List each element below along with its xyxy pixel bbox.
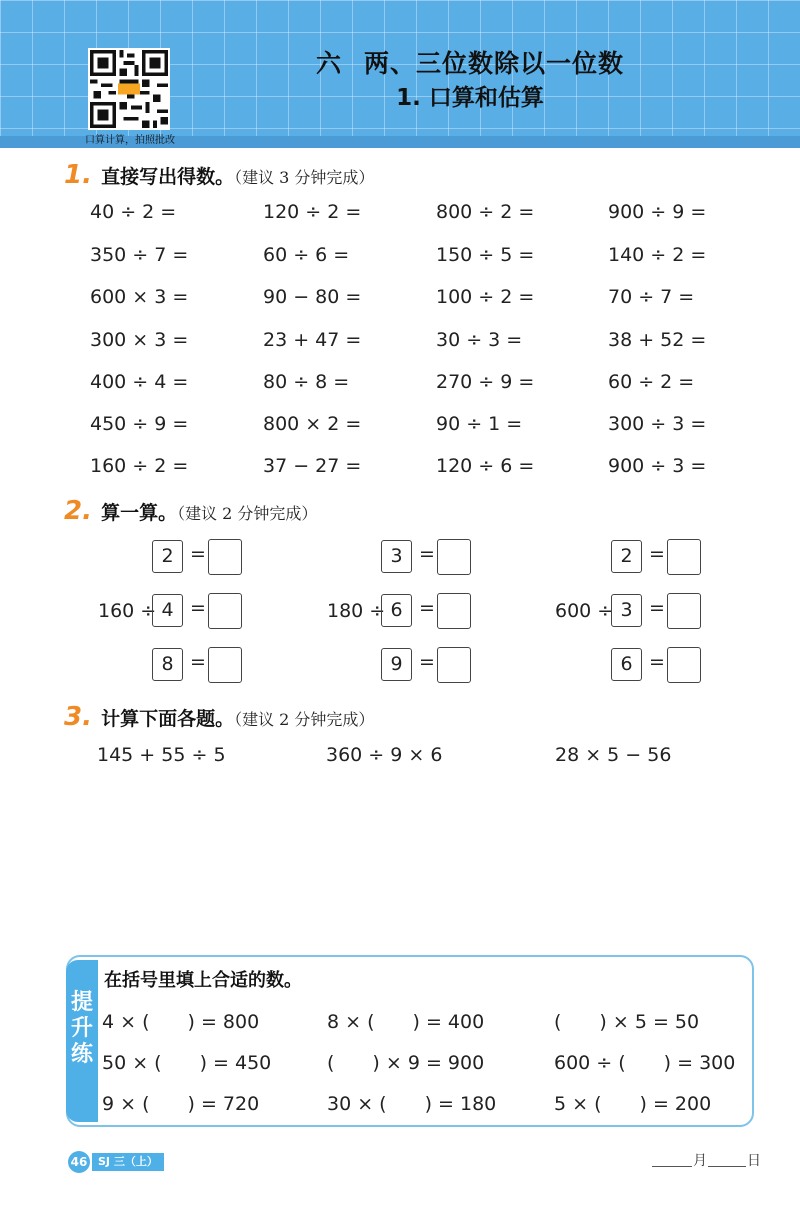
oral-item: 38 + 52 =: [608, 329, 707, 351]
oral-item: 900 ÷ 3 =: [608, 455, 707, 477]
fill-item: 9 × ( ) = 720: [102, 1093, 260, 1115]
fill-item: 600 ÷ ( ) = 300: [554, 1052, 736, 1074]
fill-item: 5 × ( ) = 200: [554, 1093, 712, 1115]
equals-sign: =: [190, 543, 206, 565]
divisor-box: 8: [152, 648, 183, 681]
oral-item: 600 × 3 =: [90, 286, 189, 308]
oral-item: 900 ÷ 9 =: [608, 201, 707, 223]
answer-box[interactable]: [437, 647, 471, 683]
divisor-box: 3: [381, 540, 412, 573]
answer-box[interactable]: [208, 593, 242, 629]
oral-item: 60 ÷ 6 =: [263, 244, 350, 266]
oral-item: 450 ÷ 9 =: [90, 413, 189, 435]
oral-item: 150 ÷ 5 =: [436, 244, 535, 266]
oral-item: 300 × 3 =: [90, 329, 189, 351]
lesson-title: 1. 口算和估算: [396, 85, 544, 111]
section-2-number: 2.: [64, 496, 92, 526]
oral-item: 140 ÷ 2 =: [608, 244, 707, 266]
divisor-box: 6: [611, 648, 642, 681]
practice-title: 在括号里填上合适的数。: [104, 970, 302, 991]
equals-sign: =: [190, 597, 206, 619]
equals-sign: =: [190, 651, 206, 673]
practice-tab: [66, 960, 98, 1122]
fill-item: 8 × ( ) = 400: [327, 1011, 485, 1033]
oral-item: 400 ÷ 4 =: [90, 371, 189, 393]
section-2-heading: [64, 496, 317, 526]
answer-box[interactable]: [667, 647, 701, 683]
section-1-heading: [64, 160, 374, 190]
equals-sign: =: [649, 651, 665, 673]
equals-sign: =: [419, 597, 435, 619]
section-3-heading: [64, 702, 374, 732]
section-3-number: 3.: [64, 702, 92, 732]
oral-item: 40 ÷ 2 =: [90, 201, 177, 223]
unit-name: 两、三位数除以一位数: [364, 49, 625, 78]
oral-item: 37 − 27 =: [263, 455, 362, 477]
equals-sign: =: [419, 543, 435, 565]
oral-item: 70 ÷ 7 =: [608, 286, 695, 308]
oral-item: 23 + 47 =: [263, 329, 362, 351]
oral-item: 80 ÷ 8 =: [263, 371, 350, 393]
divisor-box: 9: [381, 648, 412, 681]
day-label: 日: [747, 1153, 761, 1169]
dividend-label: 600 ÷: [555, 600, 614, 622]
oral-item: 100 ÷ 2 =: [436, 286, 535, 308]
unit-number: 六: [315, 49, 342, 78]
oral-item: 300 ÷ 3 =: [608, 413, 707, 435]
oral-item: 160 ÷ 2 =: [90, 455, 189, 477]
section-1-hint: （建议 3 分钟完成）: [234, 168, 375, 187]
oral-item: 120 ÷ 6 =: [436, 455, 535, 477]
oral-item: 270 ÷ 9 =: [436, 371, 535, 393]
calc-problem: 145 + 55 ÷ 5: [97, 744, 226, 766]
unit-title: [300, 44, 640, 80]
practice-tab-label: 提 升 练: [70, 990, 93, 1067]
equals-sign: =: [649, 543, 665, 565]
section-1-text: 直接写出得数。: [101, 166, 235, 188]
section-3-hint: （建议 2 分钟完成）: [234, 710, 375, 729]
divisor-box: 4: [152, 594, 183, 627]
answer-box[interactable]: [667, 539, 701, 575]
fill-item: ( ) × 9 = 900: [327, 1052, 485, 1074]
answer-box[interactable]: [437, 593, 471, 629]
page-number: 46: [68, 1151, 90, 1173]
oral-item: 60 ÷ 2 =: [608, 371, 695, 393]
answer-box[interactable]: [667, 593, 701, 629]
section-3-text: 计算下面各题。: [101, 708, 235, 730]
dividend-label: 180 ÷: [327, 600, 386, 622]
qr-caption: 口算计算，拍照批改: [85, 135, 175, 146]
calc-problem: 28 × 5 − 56: [555, 744, 672, 766]
day-blank[interactable]: [708, 1166, 746, 1167]
answer-box[interactable]: [208, 539, 242, 575]
book-tag: SJ 三（上）: [92, 1153, 164, 1171]
divisor-box: 2: [152, 540, 183, 573]
oral-item: 800 × 2 =: [263, 413, 362, 435]
fill-item: ( ) × 5 = 50: [554, 1011, 700, 1033]
answer-box[interactable]: [208, 647, 242, 683]
oral-item: 120 ÷ 2 =: [263, 201, 362, 223]
divisor-box: 3: [611, 594, 642, 627]
fill-item: 4 × ( ) = 800: [102, 1011, 260, 1033]
equals-sign: =: [419, 651, 435, 673]
equals-sign: =: [649, 597, 665, 619]
oral-item: 350 ÷ 7 =: [90, 244, 189, 266]
oral-item: 30 ÷ 3 =: [436, 329, 523, 351]
oral-item: 90 ÷ 1 =: [436, 413, 523, 435]
divisor-box: 6: [381, 594, 412, 627]
oral-item: 800 ÷ 2 =: [436, 201, 535, 223]
month-label: 月: [693, 1153, 707, 1169]
qr-code[interactable]: [88, 48, 170, 130]
divisor-box: 2: [611, 540, 642, 573]
section-2-hint: （建议 2 分钟完成）: [177, 504, 318, 523]
answer-box[interactable]: [437, 539, 471, 575]
section-1-number: 1.: [64, 160, 92, 190]
fill-item: 30 × ( ) = 180: [327, 1093, 497, 1115]
calc-problem: 360 ÷ 9 × 6: [326, 744, 443, 766]
fill-item: 50 × ( ) = 450: [102, 1052, 272, 1074]
month-blank[interactable]: [652, 1166, 692, 1167]
dividend-label: 160 ÷: [98, 600, 157, 622]
section-2-text: 算一算。: [101, 502, 178, 524]
oral-item: 90 − 80 =: [263, 286, 362, 308]
